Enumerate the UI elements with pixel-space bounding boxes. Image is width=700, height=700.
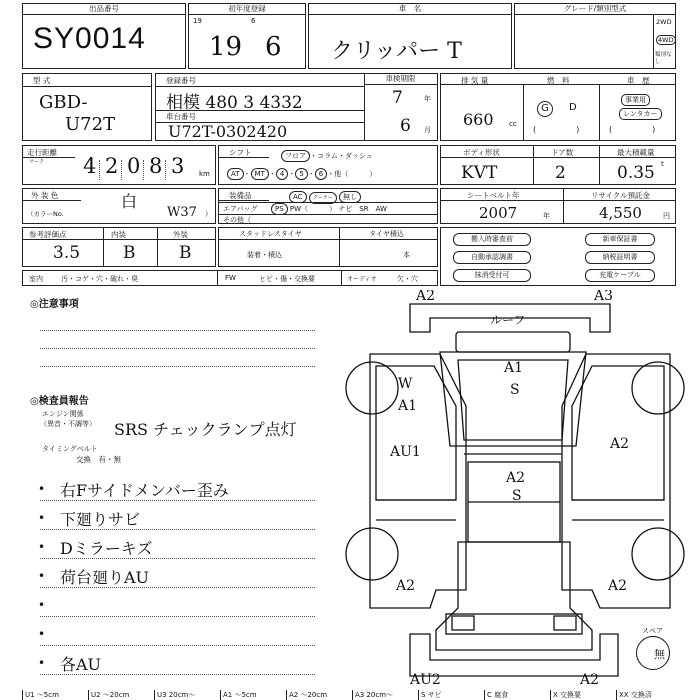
gear-other: 他（ [334, 170, 349, 178]
first-reg-month-small: 6 [251, 17, 256, 25]
dmg-bed-2: S [512, 488, 522, 504]
note-item: 下廻りサビ [60, 510, 141, 529]
caution-label: ◎注意事項 [30, 299, 79, 310]
body-label: ボディ形状 [463, 148, 500, 157]
rear-right-wheel [632, 528, 684, 580]
right-side-outline [562, 354, 670, 608]
color-no-label: （カラーNo. [27, 210, 64, 218]
exterior-value: B [179, 243, 192, 263]
equipment-label: 装備品 [229, 191, 252, 200]
cc-unit: cc [509, 120, 517, 128]
registration-label: 登録番号 [166, 76, 196, 85]
legend-item: U1 ～5cm [22, 690, 88, 700]
history-paren: ( ) [609, 125, 656, 134]
dmg-bed: A2 [506, 470, 526, 486]
front-left-wheel [346, 362, 398, 414]
grade-box [514, 3, 676, 69]
legend-item: C 腐食 [484, 690, 550, 700]
doors-value: 2 [555, 163, 566, 183]
report-label: ◎検査員報告 [30, 396, 89, 407]
equip-pw-close: ） [329, 205, 337, 213]
mileage-digit: 4 [83, 154, 97, 178]
note-bullet: • [38, 540, 46, 554]
note-item: 右Fサイドメンバー歪み [60, 481, 229, 500]
color-no-close: ） [205, 210, 212, 218]
model-value: クリッパー T [331, 39, 462, 64]
inspection-month: 6 [400, 116, 411, 136]
spare-label: スペア [642, 627, 663, 635]
condition-row [22, 270, 438, 286]
mileage-digit-separator [143, 160, 144, 180]
doc-auto-approval: 自動承認調書 [453, 251, 531, 264]
mark-label: マーク [29, 159, 45, 165]
load-value: 0.35 [617, 163, 655, 183]
dmg-rear-right: A2 [608, 578, 628, 594]
doc-before-exam: 搬入時審査前 [453, 233, 531, 246]
rear-bumper-outline [410, 634, 618, 676]
inspection-year: 7 [392, 88, 403, 108]
belt-box [440, 188, 676, 224]
engine-sub: （異音・不調等） [40, 420, 96, 428]
interior-value: B [123, 243, 136, 263]
legend-item: A2 ～20cm [286, 690, 352, 700]
recycle-value: 4,550 [599, 204, 642, 222]
gear-6: 6 [315, 168, 327, 180]
equip-ac: AC [289, 191, 307, 203]
lot-number-box [22, 3, 186, 69]
legend-item: A3 20cm～ [352, 690, 418, 700]
first-reg-year-small: 19 [193, 17, 202, 25]
mileage-digits [75, 146, 215, 184]
dmg-bottom-left: AU2 [410, 672, 441, 688]
gear-at: AT [227, 168, 244, 180]
color-no-value: W37 [167, 205, 197, 220]
belt-unit: 年 [543, 212, 550, 220]
engine-label: エンジン関係 [42, 410, 84, 418]
dmg-left-side: AU1 [390, 444, 421, 460]
shift-box: シフト フロア ・コラム・ダッシュ AT ・ MT ・ 4 ・ 5 ・ 6 ・他（ ） [218, 145, 438, 185]
shift-floor: フロア [281, 150, 310, 162]
first-registration-label: 初年度登録 [189, 4, 305, 15]
lot-number-label: 出品番号 [23, 4, 185, 15]
mileage-digit-separator [99, 160, 100, 180]
doc-tax-cert: 納税証明書 [585, 251, 655, 264]
history-label: 車 歴 [627, 76, 650, 85]
color-value: 白 [121, 192, 138, 211]
legend-item: U2 ～20cm [88, 690, 154, 700]
legend-item: X 交換要 [550, 690, 616, 700]
airbag-label: エアバッグ [223, 205, 258, 213]
legend-item: A1 ～5cm [220, 690, 286, 700]
first-reg-month: 6 [265, 32, 282, 62]
recycle-label: リサイクル預託金 [591, 191, 650, 200]
chassis-value: U72T-0302420 [168, 122, 288, 141]
shift-dash: ダッシュ [344, 152, 373, 160]
inside-label: 室内 [29, 275, 43, 283]
exterior-label: 外装 [173, 230, 188, 239]
month-unit: 月 [424, 126, 431, 134]
damage-legend [22, 690, 700, 700]
mileage-digit: 2 [105, 154, 119, 178]
note-bullet: • [38, 598, 46, 612]
equip-aw: AW [375, 205, 387, 213]
doc-charge-cable: 充電ケーブル [585, 269, 655, 282]
history-2: レンタカー [619, 108, 662, 120]
left-side-outline [370, 354, 466, 608]
tire-box: スタッドレスタイヤ タイヤ積込 装着・積込 本 [218, 227, 438, 267]
dmg-hood-2: S [510, 382, 520, 398]
studless-loaded: 積込 [268, 251, 282, 259]
displacement-value: 660 [463, 110, 494, 129]
drive-2wd: 2WD [656, 18, 672, 26]
inspection-label: 車検期限 [364, 74, 437, 85]
documents-box [440, 227, 676, 286]
year-unit: 年 [424, 95, 431, 103]
dmg-top-left: A2 [416, 290, 436, 304]
displacement-label: 排 気 量 [461, 76, 489, 85]
fw-label: FW [225, 274, 236, 282]
equip-cooler: クーラー [309, 192, 337, 204]
history-1: 事業用 [621, 94, 650, 106]
legend-item: S サビ [418, 690, 484, 700]
model-box [308, 3, 512, 69]
score-value: 3.5 [53, 243, 81, 263]
note-item: 荷台廻りAU [60, 568, 150, 587]
spec-box [440, 73, 676, 141]
note-bullet: • [38, 569, 46, 583]
note-bullet: • [38, 656, 46, 670]
equip-none: 無し [339, 191, 361, 203]
inside-opts: 汚・コゲ・穴・破れ・臭 [61, 275, 138, 283]
gear-4: 4 [276, 168, 288, 180]
model-label: 車 名 [309, 4, 511, 15]
front-right-wheel [632, 362, 684, 414]
type-value-2: U72T [65, 114, 116, 135]
first-registration-box [188, 3, 306, 69]
equip-navi: ナビ [338, 205, 353, 213]
mileage-digit: 8 [149, 154, 163, 178]
roof-outline [456, 332, 570, 352]
km-unit: km [199, 170, 210, 178]
type-box [22, 73, 152, 141]
timing-opts: 交換 有・無 [76, 455, 121, 464]
dmg-right-side: A2 [610, 436, 630, 452]
note-item: 各AU [60, 655, 102, 674]
legend-item: XX 交換済 [616, 690, 682, 700]
belt-value: 2007 [479, 204, 518, 222]
mileage-box [22, 145, 216, 185]
grade-label: グレード/類別型式 [515, 4, 675, 15]
mileage-digit: 3 [171, 154, 185, 178]
dmg-roof-label: ルーフ [490, 313, 526, 327]
score-label: 参考評価点 [29, 230, 67, 239]
note-line [40, 616, 315, 617]
tire-unit: 本 [403, 251, 410, 259]
dmg-hood: A1 [504, 360, 524, 376]
dmg-fl-door: W [398, 376, 413, 392]
doc-cancel: 抹消受付可 [453, 269, 531, 282]
equip-ps: PS [271, 203, 288, 215]
doc-warranty: 新車保証書 [585, 233, 655, 246]
tire-label: タイヤ積込 [369, 230, 404, 238]
recycle-unit: 円 [663, 212, 670, 220]
audio-label: オーディオ [347, 276, 377, 283]
rear-left-wheel [346, 528, 398, 580]
doors-label: ドア数 [551, 148, 574, 157]
studless-mounted: 装着 [247, 251, 261, 259]
engine-value: SRS チェックランプ点灯 [114, 420, 297, 439]
shift-label: シフト [229, 148, 252, 157]
dmg-bottom-right: A2 [580, 672, 600, 688]
gear-mt: MT [251, 168, 269, 180]
shift-column: コラム [317, 152, 338, 160]
color-box [22, 188, 216, 224]
fw-opts: ヒビ・傷・交換要 [259, 275, 315, 283]
spare-none: 無 [654, 648, 665, 661]
load-unit: t [661, 160, 664, 168]
dmg-rear-left: A2 [396, 578, 416, 594]
fuel-d: D [569, 102, 577, 113]
dmg-fl-door-2: A1 [398, 398, 418, 414]
score-box [22, 227, 216, 267]
first-reg-year: 19 [209, 32, 243, 62]
belt-label: シートベルト年 [467, 191, 520, 200]
note-line [40, 645, 315, 646]
interior-label: 内装 [111, 230, 126, 239]
dmg-top-right: A3 [594, 290, 614, 304]
equipment-box [218, 188, 438, 224]
color-label: 外 装 色 [31, 191, 59, 200]
equip-pw: PW（ [289, 205, 309, 213]
note-item: Dミラーキズ [60, 539, 153, 558]
legend-item: U3 20cm～ [154, 690, 220, 700]
chassis-label: 車台番号 [166, 112, 196, 121]
studless-label: スタッドレスタイヤ [239, 230, 302, 238]
note-bullet: • [38, 482, 46, 496]
mileage-digit: 0 [127, 154, 141, 178]
gear-5: 5 [295, 168, 307, 180]
type-value-1: GBD- [39, 92, 88, 113]
load-label: 最大積載量 [617, 148, 655, 157]
lot-number-value: SY0014 [33, 22, 146, 55]
drive-4wd: 4WD [658, 36, 674, 44]
note-bullet: • [38, 511, 46, 525]
body-box [440, 145, 676, 185]
mileage-label: 走行距離 [27, 148, 57, 157]
type-label: 型 式 [33, 76, 51, 85]
body-value: KVT [461, 163, 498, 183]
drive-none: 類別なし [655, 52, 672, 65]
equip-sr: SR [359, 205, 369, 213]
fuel-paren: ( ) [533, 125, 580, 134]
timing-label: タイミングベルト [42, 445, 98, 453]
registration-value: 相模 480 3 4332 [166, 93, 303, 113]
audio-opts: 欠・穴 [397, 275, 418, 283]
mileage-digit-separator [165, 160, 166, 180]
mileage-digit-separator [121, 160, 122, 180]
fuel-label: 燃 料 [547, 76, 570, 85]
other-label: その他（ [223, 216, 251, 224]
note-bullet: • [38, 627, 46, 641]
fuel-g: G [537, 101, 553, 117]
registration-box [155, 73, 438, 141]
